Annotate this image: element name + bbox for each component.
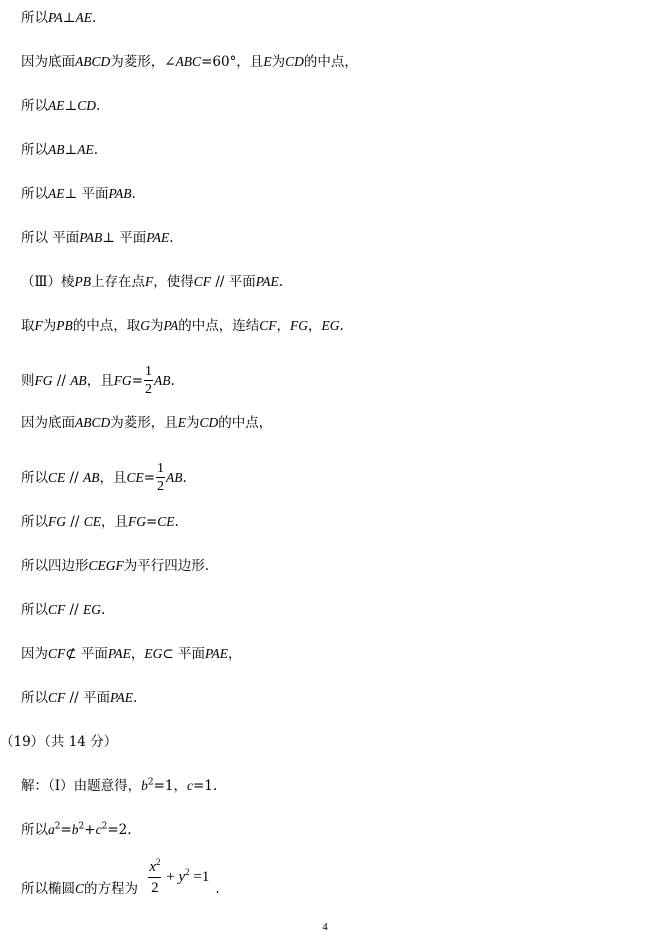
solution-line-1: 解：（I）由题意得，$b^2=1$，c=1.: [21, 777, 218, 794]
fraction-x-squared-over-2: $\frac{x^2}{2}$: [149, 857, 161, 896]
proof-line-4: 所以AB⊥AE.: [21, 142, 98, 158]
proof-line-15: 因为CF⊄ 平面PAE，EG⊂ 平面PAE，: [21, 646, 242, 662]
ellipse-equation-line: 所以椭圆C的方程为 $\frac{x^2}{2}$ + $y^2 =1$.: [21, 857, 220, 897]
proof-line-2: 因为底面ABCD为菱形，∠ABC=60°，且E为CD的中点，: [21, 54, 358, 70]
proof-line-13: 所以四边形CEGF为平行四边形.: [21, 558, 210, 574]
proof-conclusion: 所以CF // 平面PAE.: [21, 690, 138, 706]
proof-line-1: 所以PA⊥AE.: [21, 10, 97, 26]
fraction-one-half: $\frac{1}{2}$: [145, 364, 152, 397]
question-19-header: （19）（共 14 分）: [0, 734, 118, 750]
proof-line-3: 所以AE⊥CD.: [21, 98, 101, 114]
fraction-one-half: $\frac{1}{2}$: [157, 461, 165, 494]
solution-line-2: 所以$a^2=b^2+c^2=2$.: [21, 821, 132, 838]
page-number: 4: [322, 921, 328, 933]
proof-line-11: 所以CE // AB，且CE= $\frac{1}{2}$ AB.: [21, 461, 187, 494]
proof-line-8: 取F为PB的中点，取G为PA的中点，连结CF，FG，EG.: [21, 318, 344, 334]
proof-line-5: 所以AE⊥ 平面PAB.: [21, 186, 136, 202]
proof-line-12: 所以FG // CE，且FG=CE.: [21, 514, 179, 530]
proof-line-14: 所以CF // EG.: [21, 602, 106, 618]
proof-line-10: 因为底面ABCD为菱形，且E为CD的中点，: [21, 415, 273, 431]
proof-line-9: 则FG // AB，且FG= $\frac{1}{2}$ AB.: [21, 364, 175, 397]
part-iii-statement: （Ⅲ）棱PB上存在点F，使得CF // 平面PAE.: [21, 274, 284, 290]
proof-line-6: 所以 平面PAB⊥ 平面PAE.: [21, 230, 174, 246]
